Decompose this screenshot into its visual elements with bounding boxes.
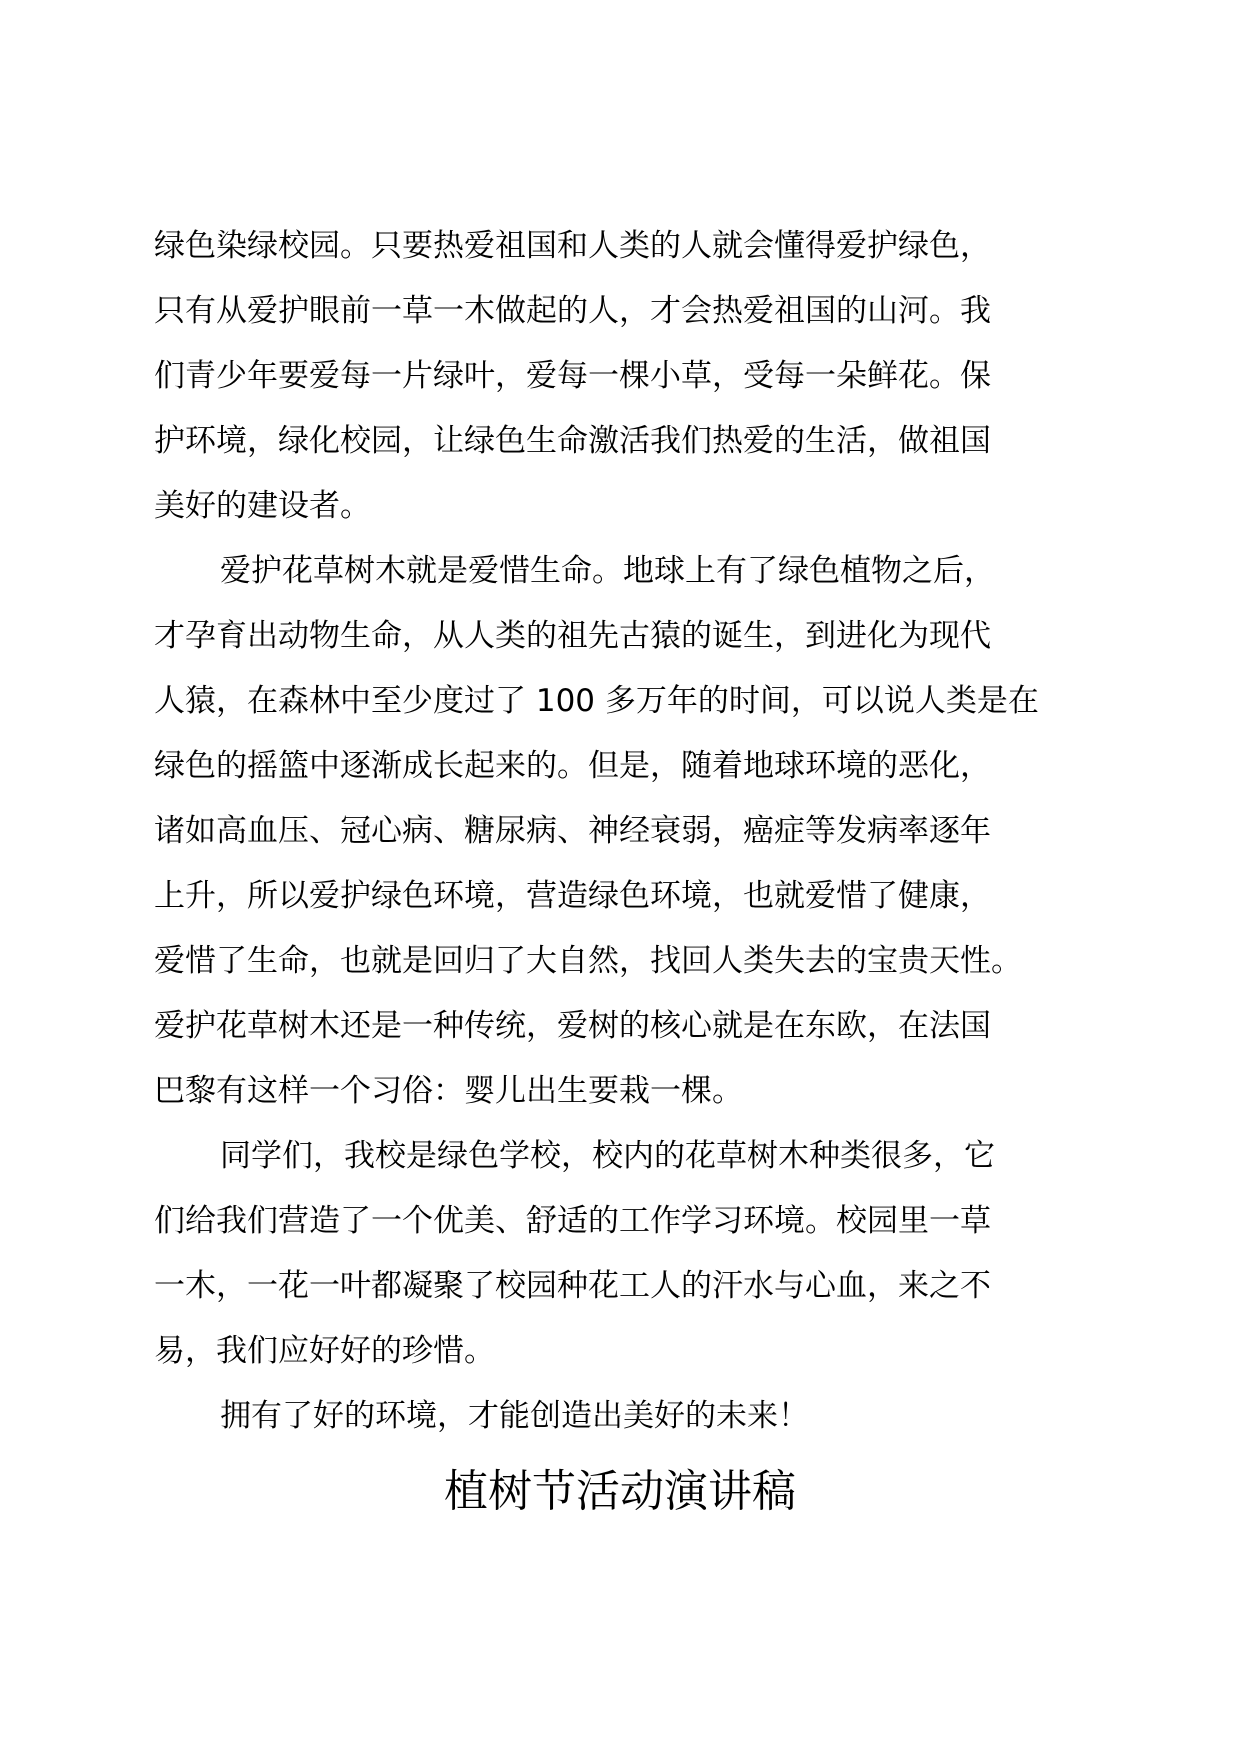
text-line: 绿色染绿校园。只要热爱祖国和人类的人就会懂得爱护绿色， xyxy=(154,228,991,264)
text-line: 巴黎有这样一个习俗：婴儿出生要栽一棵。 xyxy=(154,1073,743,1109)
text-line: 一木，一花一叶都凝聚了校园种花工人的汗水与心血，来之不 xyxy=(154,1268,991,1304)
text-line: 只有从爱护眼前一草一木做起的人，才会热爱祖国的山河。我 xyxy=(154,293,991,329)
text-line: 们青少年要爱每一片绿叶，爱每一棵小草，受每一朵鲜花。保 xyxy=(154,358,991,394)
text-line: 同学们，我校是绿色学校，校内的花草树木种类很多，它 xyxy=(220,1138,995,1174)
text-line: 爱惜了生命，也就是回归了大自然，找回人类失去的宝贵天性。 xyxy=(154,943,1022,979)
speech-title: 植树节活动演讲稿 xyxy=(444,1466,796,1517)
text-line: 拥有了好的环境，才能创造出美好的未来！ xyxy=(220,1398,809,1434)
text-line: 绿色的摇篮中逐渐成长起来的。但是，随着地球环境的恶化， xyxy=(154,748,991,784)
text-line: 护环境，绿化校园，让绿色生命激活我们热爱的生活，做祖国 xyxy=(154,423,991,459)
text-line: 们给我们营造了一个优美、舒适的工作学习环境。校园里一草 xyxy=(154,1203,991,1239)
text-line: 诸如高血压、冠心病、糖尿病、神经衰弱，癌症等发病率逐年 xyxy=(154,813,991,849)
text-line: 爱护花草树木还是一种传统，爱树的核心就是在东欧，在法国 xyxy=(154,1008,991,1044)
text-line: 易，我们应好好的珍惜。 xyxy=(154,1333,495,1369)
speech-body xyxy=(154,214,1094,1449)
text-line: 美好的建设者。 xyxy=(154,488,371,524)
text-line: 上升，所以爱护绿色环境，营造绿色环境，也就爱惜了健康， xyxy=(154,878,991,914)
text-line: 人猿，在森林中至少度过了 100 多万年的时间，可以说人类是在 xyxy=(154,683,1039,719)
text-line: 爱护花草树木就是爱惜生命。地球上有了绿色植物之后， xyxy=(220,553,995,589)
text-line: 才孕育出动物生命，从人类的祖先古猿的诞生，到进化为现代 xyxy=(154,618,991,654)
